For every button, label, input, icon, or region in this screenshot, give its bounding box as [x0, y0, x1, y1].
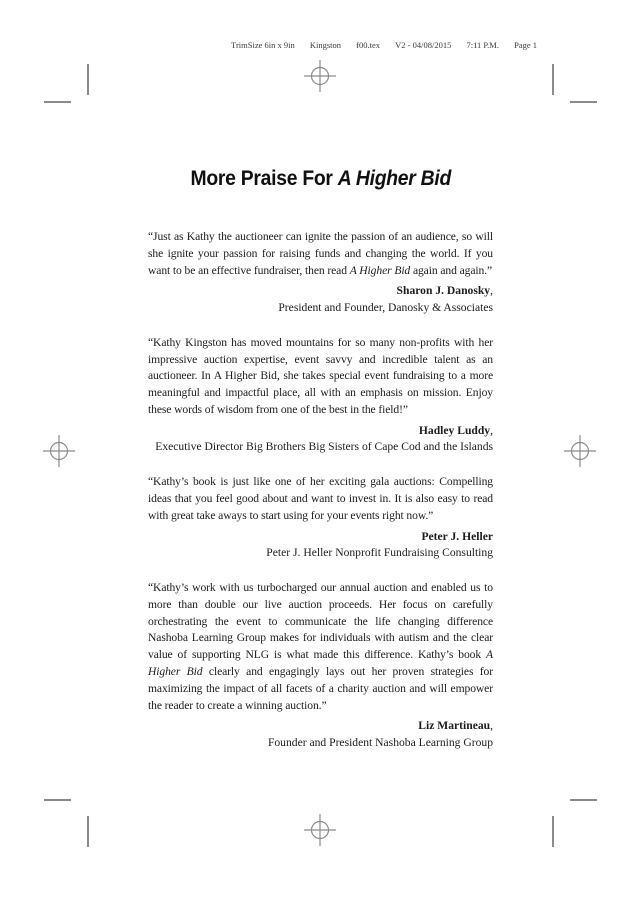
testimonial-quote [148, 229, 493, 279]
book-title-italic: A Higher Bid [148, 648, 493, 678]
testimonial-heller [148, 474, 493, 561]
running-header [231, 40, 537, 50]
quote-text: “Kathy’s book is just like one of her exciting gala auctions: Compelling ideas that you feel good about and want to invest in. It is also easy to read with great take aways to start using for your events right now.” [148, 475, 493, 522]
crop-mark-top-right-horizontal [570, 101, 597, 103]
attribution-name-suffix: , [490, 423, 493, 437]
crop-mark-bottom-right-vertical [552, 816, 554, 847]
attribution-affiliation: Founder and President Nashoba Learning Group [267, 735, 493, 749]
attribution-name: Sharon J. Danosky [396, 284, 491, 298]
page-content [148, 166, 493, 770]
crop-mark-bottom-left-vertical [87, 816, 89, 847]
registration-mark-right-icon [562, 433, 598, 469]
page-title [148, 166, 493, 191]
testimonial-quote [148, 580, 493, 714]
attribution-affiliation: President and Founder, Danosky & Associates [278, 300, 493, 314]
header-page-number: Page 1 [514, 40, 537, 50]
quote-text: “Kathy Kingston has moved mountains for so many non-profits with her impressive auction expertise, event savvy and incredible talent as an auctioneer. In A Higher Bid, she takes special event fundraising to a more meaningful and impactful place, all with an emphasis on mission. Enjoy these words of wisdom from one of the best in the field!” [148, 335, 493, 416]
testimonial-attribution [148, 718, 493, 750]
testimonial-quote [148, 474, 493, 524]
crop-mark-bottom-right-horizontal [570, 799, 597, 801]
header-author: Kingston [309, 40, 342, 50]
attribution-name-suffix: , [490, 719, 493, 733]
registration-mark-bottom-icon [302, 812, 338, 848]
quote-text: “Just as Kathy the auctioneer can ignite the passion of an audience, so will she ignite your passion for raising funds and changing the world. If you want to be an effective fundraiser, then read [148, 230, 493, 277]
testimonial-attribution [148, 529, 493, 561]
crop-mark-top-left-horizontal [44, 101, 71, 103]
quote-text: clearly and engagingly lays out her proven strategies for maximizing the impact of all facets of a charity auction and will empower the reader to create a winning auction.” [148, 664, 494, 712]
registration-mark-left-icon [41, 433, 77, 469]
testimonial-attribution [148, 283, 493, 315]
page-title-prefix: More Praise For [190, 166, 338, 190]
testimonial-attribution [148, 423, 493, 455]
attribution-affiliation: Executive Director Big Brothers Big Sisters of Cape Cod and the Islands [155, 439, 493, 453]
attribution-name: Hadley Luddy [418, 423, 491, 437]
registration-mark-top-icon [302, 58, 338, 94]
header-trim-size: TrimSize 6in x 9in [231, 40, 295, 50]
testimonial-danosky [148, 229, 493, 316]
testimonial-quote [148, 335, 493, 419]
quote-text: again and again.” [410, 263, 493, 277]
crop-mark-bottom-left-horizontal [44, 799, 71, 801]
attribution-name: Liz Martineau [418, 719, 491, 733]
header-time: 7:11 P.M. [466, 40, 499, 50]
attribution-affiliation: Peter J. Heller Nonprofit Fundraising Consulting [266, 545, 493, 559]
crop-mark-top-right-vertical [552, 64, 554, 95]
testimonial-luddy [148, 335, 493, 455]
quote-text: “Kathy’s work with us turbocharged our annual auction and enabled us to more than double our live auction proceeds. Her focus on carefully orchestrating the event to communicate the life changing difference Nashoba Learning Group makes for individuals with autism and the clear value of supporting NLG is what made this difference. Kathy’s book [148, 580, 493, 662]
header-file: f00.tex [356, 40, 380, 50]
testimonial-martineau [148, 580, 493, 751]
attribution-name-suffix: , [490, 284, 493, 298]
attribution-name: Peter J. Heller [421, 529, 493, 543]
book-title-italic: A Higher Bid [337, 166, 451, 190]
header-version: V2 - 04/08/2015 [395, 40, 452, 50]
crop-mark-top-left-vertical [87, 64, 89, 95]
book-title-italic: A Higher Bid [349, 263, 411, 277]
